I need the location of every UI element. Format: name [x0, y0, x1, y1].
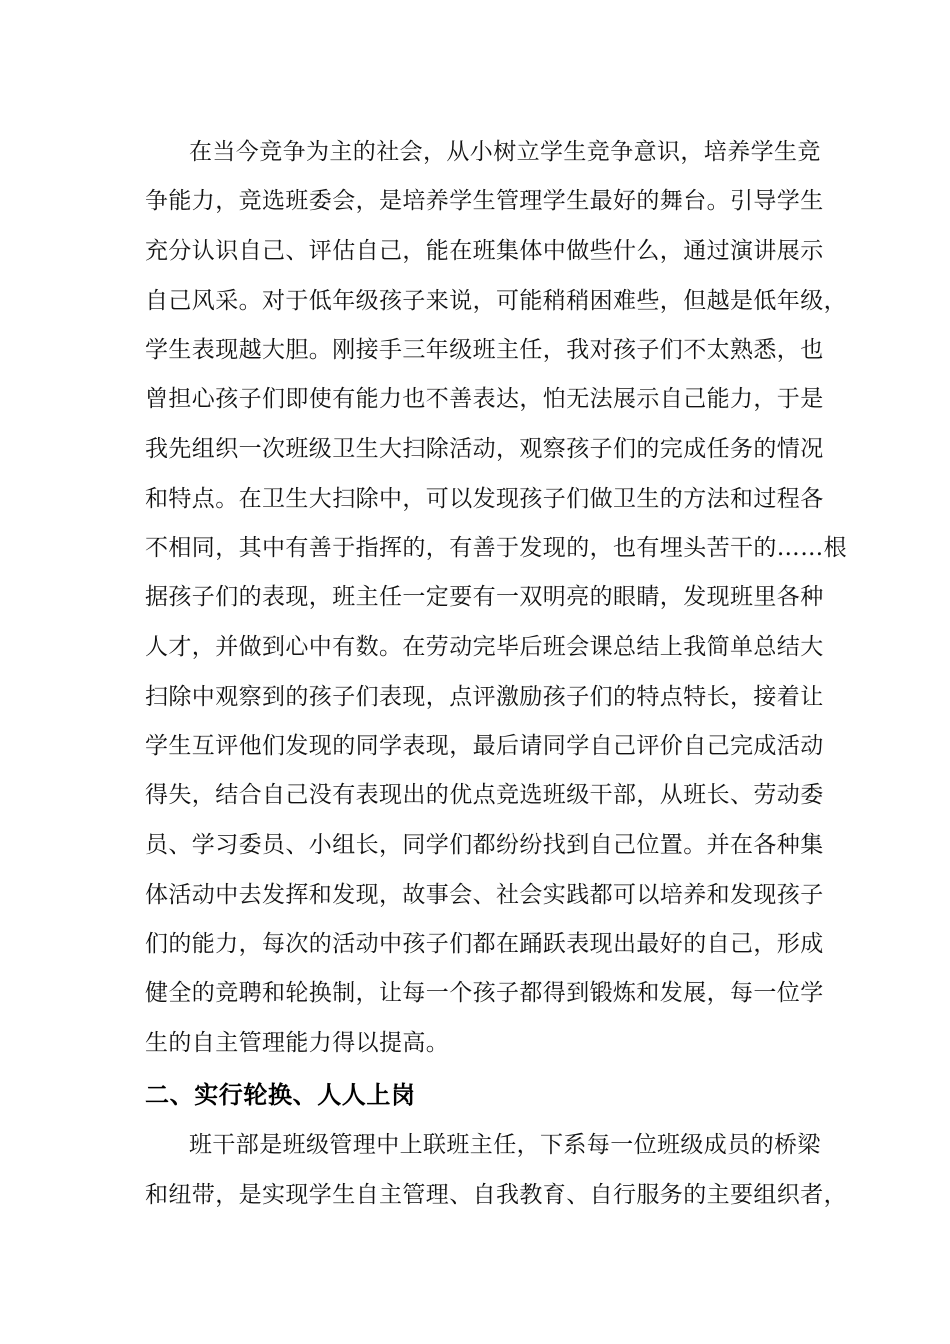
- paragraph-1-line: 学生表现越大胆。刚接手三年级班主任，我对孩子们不太熟悉，也: [145, 337, 824, 363]
- paragraph-1-line: 在当今竞争为主的社会，从小树立学生竞争意识，培养学生竞: [189, 139, 821, 165]
- paragraph-1-line: 争能力，竞选班委会，是培养学生管理学生最好的舞台。引导学生: [145, 188, 824, 214]
- paragraph-1-line: 学生互评他们发现的同学表现，最后请同学自己评价自己完成活动: [145, 733, 824, 759]
- paragraph-1-line: 不相同，其中有善于指挥的，有善于发现的，也有埋头苦干的……根: [145, 535, 847, 561]
- paragraph-1-line: 我先组织一次班级卫生大扫除活动，观察孩子们的完成任务的情况: [145, 436, 824, 462]
- paragraph-1-line: 扫除中观察到的孩子们表现，点评激励孩子们的特点特长，接着让: [145, 684, 824, 710]
- paragraph-1-line: 和特点。在卫生大扫除中，可以发现孩子们做卫生的方法和过程各: [145, 486, 824, 512]
- paragraph-1-line: 员、学习委员、小组长，同学们都纷纷找到自己位置。并在各种集: [145, 832, 824, 858]
- paragraph-1-line: 人才，并做到心中有数。在劳动完毕后班会课总结上我简单总结大: [145, 634, 824, 660]
- paragraph-1-line: 生的自主管理能力得以提高。: [145, 1030, 450, 1056]
- paragraph-1-line: 得失，结合自己没有表现出的优点竞选班级干部，从班长、劳动委: [145, 782, 824, 808]
- paragraph-2-line: 班干部是班级管理中上联班主任，下系每一位班级成员的桥梁: [189, 1132, 821, 1158]
- paragraph-1-line: 曾担心孩子们即使有能力也不善表达，怕无法展示自己能力，于是: [145, 386, 824, 412]
- paragraph-1-line: 据孩子们的表现，班主任一定要有一双明亮的眼睛，发现班里各种: [145, 584, 824, 610]
- section-heading: 二、实行轮换、人人上岗: [145, 1081, 416, 1109]
- paragraph-1-line: 们的能力，每次的活动中孩子们都在踊跃表现出最好的自己，形成: [145, 931, 824, 957]
- paragraph-1-line: 充分认识自己、评估自己，能在班集体中做些什么，通过演讲展示: [145, 238, 824, 264]
- paragraph-1-line: 健全的竞聘和轮换制，让每一个孩子都得到锻炼和发展，每一位学: [145, 980, 824, 1006]
- paragraph-1-line: 自己风采。对于低年级孩子来说，可能稍稍困难些，但越是低年级，: [145, 288, 847, 314]
- paragraph-2-line: 和纽带，是实现学生自主管理、自我教育、自行服务的主要组织者，: [145, 1182, 847, 1208]
- paragraph-1-line: 体活动中去发挥和发现，故事会、社会实践都可以培养和发现孩子: [145, 882, 824, 908]
